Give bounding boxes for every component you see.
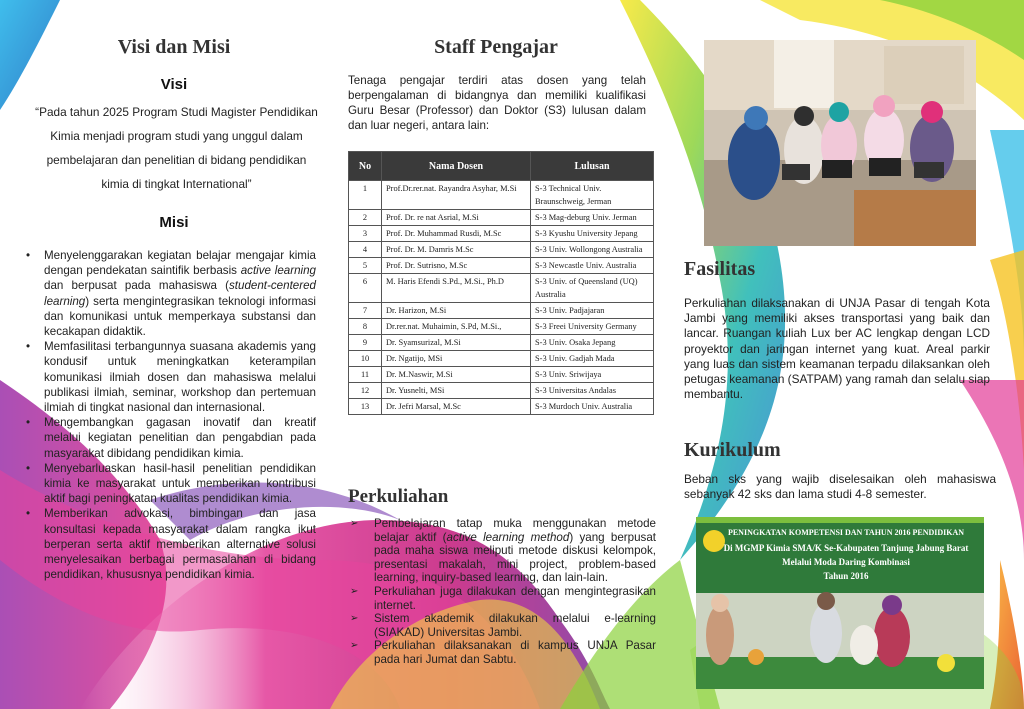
classroom-photo bbox=[704, 40, 976, 246]
cell-nama: Dr. Yusnelti, MSi bbox=[382, 383, 531, 399]
banner-line-2: Di MGMP Kimia SMA/K Se-Kabupaten Tanjung Jabung Barat bbox=[723, 543, 969, 553]
banner-line-3: Melalui Moda Daring Kombinasi bbox=[782, 557, 910, 567]
cell-lulusan: S-3 Univ. of Queensland (UQ) Australia bbox=[531, 274, 654, 303]
dosen-table-body bbox=[349, 181, 654, 415]
cell-no: 2 bbox=[349, 210, 382, 226]
cell-nama: M. Haris Efendi S.Pd., M.Si., Ph.D bbox=[382, 274, 531, 303]
cell-no: 10 bbox=[349, 351, 382, 367]
cell-nama: Prof. Dr. M. Damris M.Sc bbox=[382, 242, 531, 258]
cell-lulusan: S-3 Freei University Germany bbox=[531, 319, 654, 335]
visi-text: “Pada tahun 2025 Program Studi Magister Pendidikan Kimia menjadi program studi yang unggul dalam pembelajaran dan penelitian di bidang pendidikan kimia di tingkat International” bbox=[35, 105, 318, 191]
cell-lulusan: S-3 Univ. Wollongong Australia bbox=[531, 242, 654, 258]
misi-item: • Mengembangkan gagasan inovatif dan kreatif melalui kegiatan penelitian dan pengabdian pada masyarakat dibidang pendidikan kimia. bbox=[24, 415, 316, 461]
fasilitas-title: Fasilitas bbox=[684, 258, 756, 280]
misi-item: • Memfasilitasi terbangunnya suasana akademis yang kondusif untuk meningkatkan keterampilan komunikasi ilmiah dosen dan mahasiswa melalui publikasi ilmiah, seminar, workshop dan pertemuan ilmiah di tingkat nasional dan internasional. bbox=[24, 339, 316, 415]
table-row bbox=[349, 242, 654, 258]
cell-nama: Dr. Harizon, M.Si bbox=[382, 303, 531, 319]
cell-no: 13 bbox=[349, 399, 382, 415]
header-no: No bbox=[349, 152, 382, 181]
misi-heading: Misi bbox=[159, 214, 189, 231]
workshop-photo bbox=[696, 517, 984, 689]
cell-nama: Dr. Ngatijo, MSi bbox=[382, 351, 531, 367]
kurikulum-text: Beban sks yang wajib diselesaikan oleh mahasiswa sebanyak 42 sks dan lama studi 4-8 semester. bbox=[684, 472, 996, 502]
table-row bbox=[349, 258, 654, 274]
table-row bbox=[349, 181, 654, 210]
cell-no: 4 bbox=[349, 242, 382, 258]
table-row bbox=[349, 351, 654, 367]
kurikulum-title: Kurikulum bbox=[684, 439, 781, 461]
perkuliahan-item: ➢ Perkuliahan dilaksanakan di kampus UNJA Pasar pada hari Jumat dan Sabtu. bbox=[348, 639, 656, 666]
cell-lulusan: S-3 Murdoch Univ. Australia bbox=[531, 399, 654, 415]
cell-no: 3 bbox=[349, 226, 382, 242]
table-row bbox=[349, 319, 654, 335]
dosen-table bbox=[348, 151, 654, 415]
cell-lulusan: S-3 Univ. Gadjah Mada bbox=[531, 351, 654, 367]
header-lulusan: Lulusan bbox=[531, 152, 654, 181]
cell-no: 11 bbox=[349, 367, 382, 383]
cell-lulusan: S-3 Univ. Osaka Jepang bbox=[531, 335, 654, 351]
table-header-row bbox=[349, 152, 654, 181]
cell-no: 6 bbox=[349, 274, 382, 303]
cell-nama: Prof. Dr. re nat Asrial, M.Si bbox=[382, 210, 531, 226]
misi-item: • Menyebarluaskan hasil-hasil penelitian pendidikan kimia ke masyarakat untuk memberikan kontribusi aktif bagi peningkatan kualitas pendidikan kimia. bbox=[24, 461, 316, 507]
cell-lulusan: S-3 Technical Univ. Braunschweig, Jerman bbox=[531, 181, 654, 210]
cell-lulusan: S-3 Newcastle Univ. Australia bbox=[531, 258, 654, 274]
cell-nama: Dr. Syamsurizal, M.Si bbox=[382, 335, 531, 351]
visi-heading: Visi bbox=[160, 76, 188, 93]
perkuliahan-item: ➢ Perkuliahan juga dilakukan dengan mengintegrasikan internet. bbox=[348, 585, 656, 612]
banner-line-4: Tahun 2016 bbox=[823, 571, 869, 581]
table-row bbox=[349, 210, 654, 226]
cell-lulusan: S-3 Universitas Andalas bbox=[531, 383, 654, 399]
misi-list bbox=[24, 248, 316, 582]
cell-no: 8 bbox=[349, 319, 382, 335]
cell-no: 12 bbox=[349, 383, 382, 399]
cell-lulusan: S-3 Kyushu University Jepang bbox=[531, 226, 654, 242]
table-row bbox=[349, 399, 654, 415]
cell-nama: Prof. Dr. Muhammad Rusdi, M.Sc bbox=[382, 226, 531, 242]
table-row bbox=[349, 335, 654, 351]
fasilitas-text: Perkuliahan dilaksanakan di UNJA Pasar di tengah Kota Jambi yang memiliki akses transportasi yang baik dan lancar. Ruangan kuliah Lux ber AC lengkap dengan LCD proyektor dan jaringan internet yang kuat. Areal parkir yang luas dan sistem keamanan terpadu dilaksankan oleh petugas keamanan (SATPAM) yang ramah dan selalu siap membantu. bbox=[684, 296, 990, 402]
cell-lulusan: S-3 Univ. Padjajaran bbox=[531, 303, 654, 319]
cell-no: 1 bbox=[349, 181, 382, 210]
table-row bbox=[349, 303, 654, 319]
staff-intro: Tenaga pengajar terdiri atas dosen yang telah berpengalaman di bidangnya dan memiliki kualifikasi Guru Besar (Professor) dan Doktor (S3) lulusan dalam dan luar negeri, antara lain: bbox=[348, 74, 646, 132]
cell-nama: Prof. Dr. Sutrisno, M.Sc bbox=[382, 258, 531, 274]
logo-icon bbox=[703, 530, 725, 552]
table-row bbox=[349, 367, 654, 383]
cell-nama: Dr. M.Naswir, M.Si bbox=[382, 367, 531, 383]
perkuliahan-list bbox=[348, 517, 656, 667]
visi-misi-title: Visi dan Misi bbox=[117, 36, 231, 58]
cell-no: 7 bbox=[349, 303, 382, 319]
header-nama: Nama Dosen bbox=[382, 152, 531, 181]
table-row bbox=[349, 274, 654, 303]
cell-no: 5 bbox=[349, 258, 382, 274]
perkuliahan-item: ➢ Sistem akademik dilakukan melalui e-learning (SIAKAD) Universitas Jambi. bbox=[348, 612, 656, 639]
table-row bbox=[349, 383, 654, 399]
cell-nama: Dr. Jefri Marsal, M.Sc bbox=[382, 399, 531, 415]
misi-item: • Memberikan advokasi, bimbingan dan jasa konsultasi kepada masyarakat dalam rangka ikut berperan serta aktif memberikan alternative solusi menyelesaikan berbagai permasalahan di bidang pendidikan, khususnya pendidikan kimia. bbox=[24, 506, 316, 582]
staff-title: Staff Pengajar bbox=[434, 36, 558, 58]
cell-lulusan: S-3 Univ. Sriwijaya bbox=[531, 367, 654, 383]
cell-nama: Prof.Dr.rer.nat. Rayandra Asyhar, M.Si bbox=[382, 181, 531, 210]
cell-lulusan: S-3 Mag-deburg Univ. Jerman bbox=[531, 210, 654, 226]
perkuliahan-item: ➢ Pembelajaran tatap muka menggunakan metode belajar aktif (active learning method) yang berpusat pada maha siswa meliputi metode diskusi kelompok, presentasi makalah, mini project, problem-based learning, inquiry-based learning, dan lain-lain. bbox=[348, 517, 656, 585]
table-row bbox=[349, 226, 654, 242]
cell-no: 9 bbox=[349, 335, 382, 351]
misi-item: • Menyelenggarakan kegiatan belajar mengajar kimia dengan pendekatan saintifik berbasis active learning dan berpusat pada mahasiswa (student-centered learning) serta mengintegrasikan teknologi informasi dan komunikasi untuk memperkaya substansi dan kecakapan didaktik. bbox=[24, 248, 316, 339]
banner-line-1: PENINGKATAN KOMPETENSI DAN TAHUN 2016 PENDIDIKAN bbox=[727, 528, 965, 537]
perkuliahan-title: Perkuliahan bbox=[348, 486, 449, 507]
cell-nama: Dr.rer.nat. Muhaimin, S.Pd, M.Si., bbox=[382, 319, 531, 335]
